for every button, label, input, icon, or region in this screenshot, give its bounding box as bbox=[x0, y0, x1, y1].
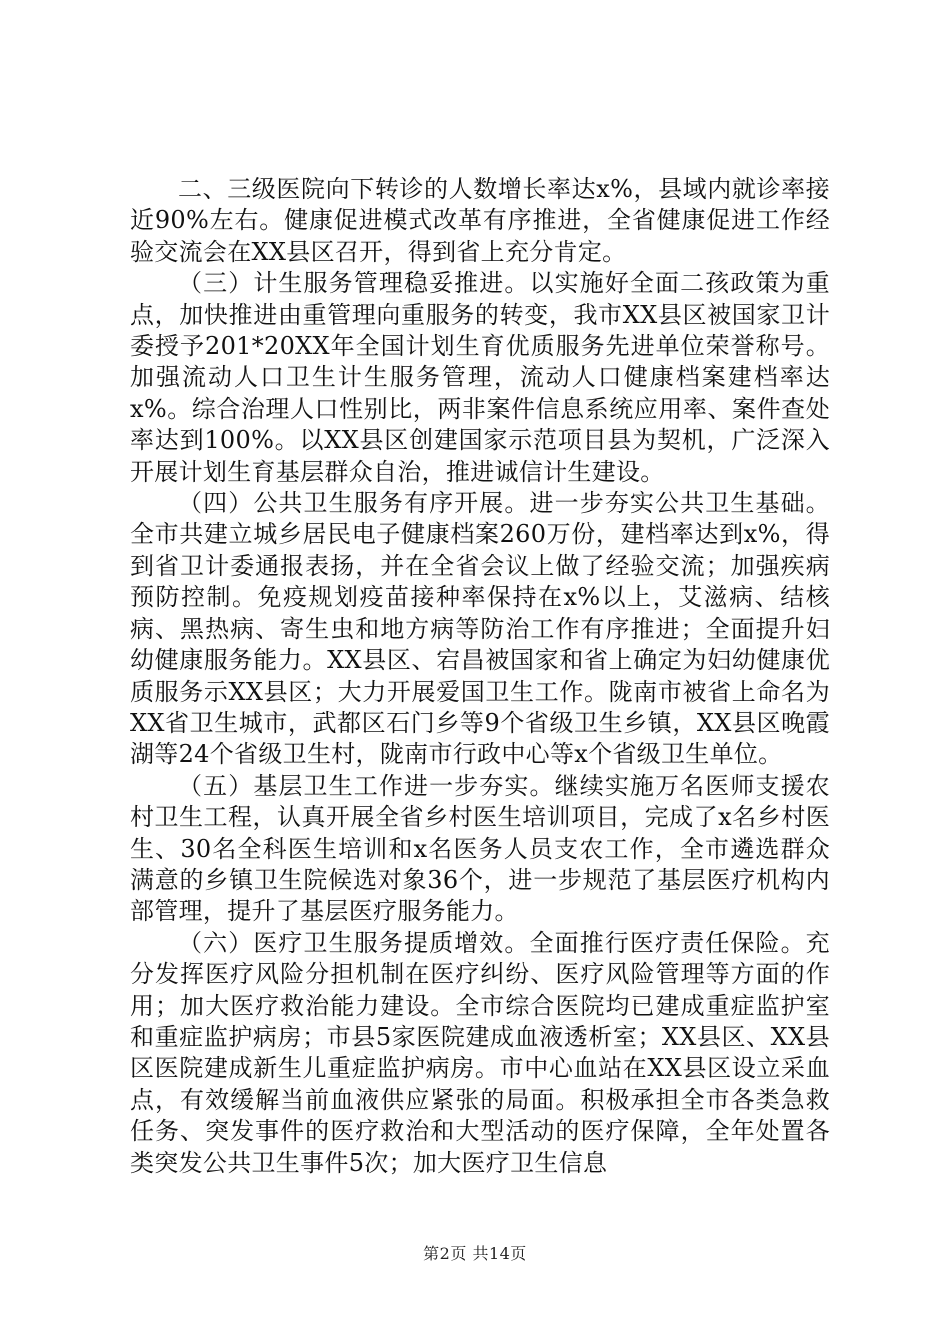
paragraph-3: （四）公共卫生服务有序开展。进一步夯实公共卫生基础。全市共建立城乡居民电子健康档案260万份，建档率达到x%，得到省卫计委通报表扬，并在全省会议上做了经验交流；加强疾病预防控制。免疫规划疫苗接种率保持在x%以上，艾滋病、结核病、黑热病、寄生虫和地方病等防治工作有序推进；全面提升妇幼健康服务能力。XX县区、宕昌被国家和省上确定为妇幼健康优质服务示XX县区；大力开展爱国卫生工作。陇南市被省上命名为XX省卫生城市，武都区石门乡等9个省级卫生乡镇，XX县区晚霞湖等24个省级卫生村，陇南市行政中心等x个省级卫生单位。 bbox=[130, 489, 830, 769]
page-footer: 第2页 共14页 bbox=[423, 1244, 527, 1263]
document-body bbox=[130, 174, 830, 1179]
paragraph-2: （三）计生服务管理稳妥推进。以实施好全面二孩政策为重点，加快推进由重管理向重服务的转变，我市XX县区被国家卫计委授予201*20XX年全国计划生育优质服务先进单位荣誉称号。加强流动人口卫生计生服务管理，流动人口健康档案建档率达x%。综合治理人口性别比，两非案件信息系统应用率、案件查处率达到100%。以XX县区创建国家示范项目县为契机，广泛深入开展计划生育基层群众自治，推进诚信计生建设。 bbox=[130, 269, 830, 486]
paragraph-1: 二、三级医院向下转诊的人数增长率达x%，县域内就诊率接近90%左右。健康促进模式改革有序推进，全省健康促进工作经验交流会在XX县区召开，得到省上充分肯定。 bbox=[130, 175, 830, 266]
paragraph-4: （五）基层卫生工作进一步夯实。继续实施万名医师支援农村卫生工程，认真开展全省乡村医生培训项目，完成了x名乡村医生、30名全科医生培训和x名医务人员支农工作，全市遴选群众满意的乡镇卫生院候选对象36个，进一步规范了基层医疗机构内部管理，提升了基层医疗服务能力。 bbox=[130, 771, 830, 926]
paragraph-5: （六）医疗卫生服务提质增效。全面推行医疗责任保险。充分发挥医疗风险分担机制在医疗纠纷、医疗风险管理等方面的作用；加大医疗救治能力建设。全市综合医院均已建成重症监护室和重症监护病房；市县5家医院建成血液透析室；XX县区、XX县区医院建成新生儿重症监护病房。市中心血站在XX县区设立采血点，有效缓解当前血液供应紧张的局面。积极承担全市各类急救任务、突发事件的医疗救治和大型活动的医疗保障，全年处置各类突发公共卫生事件5次；加大医疗卫生信息 bbox=[130, 928, 830, 1177]
